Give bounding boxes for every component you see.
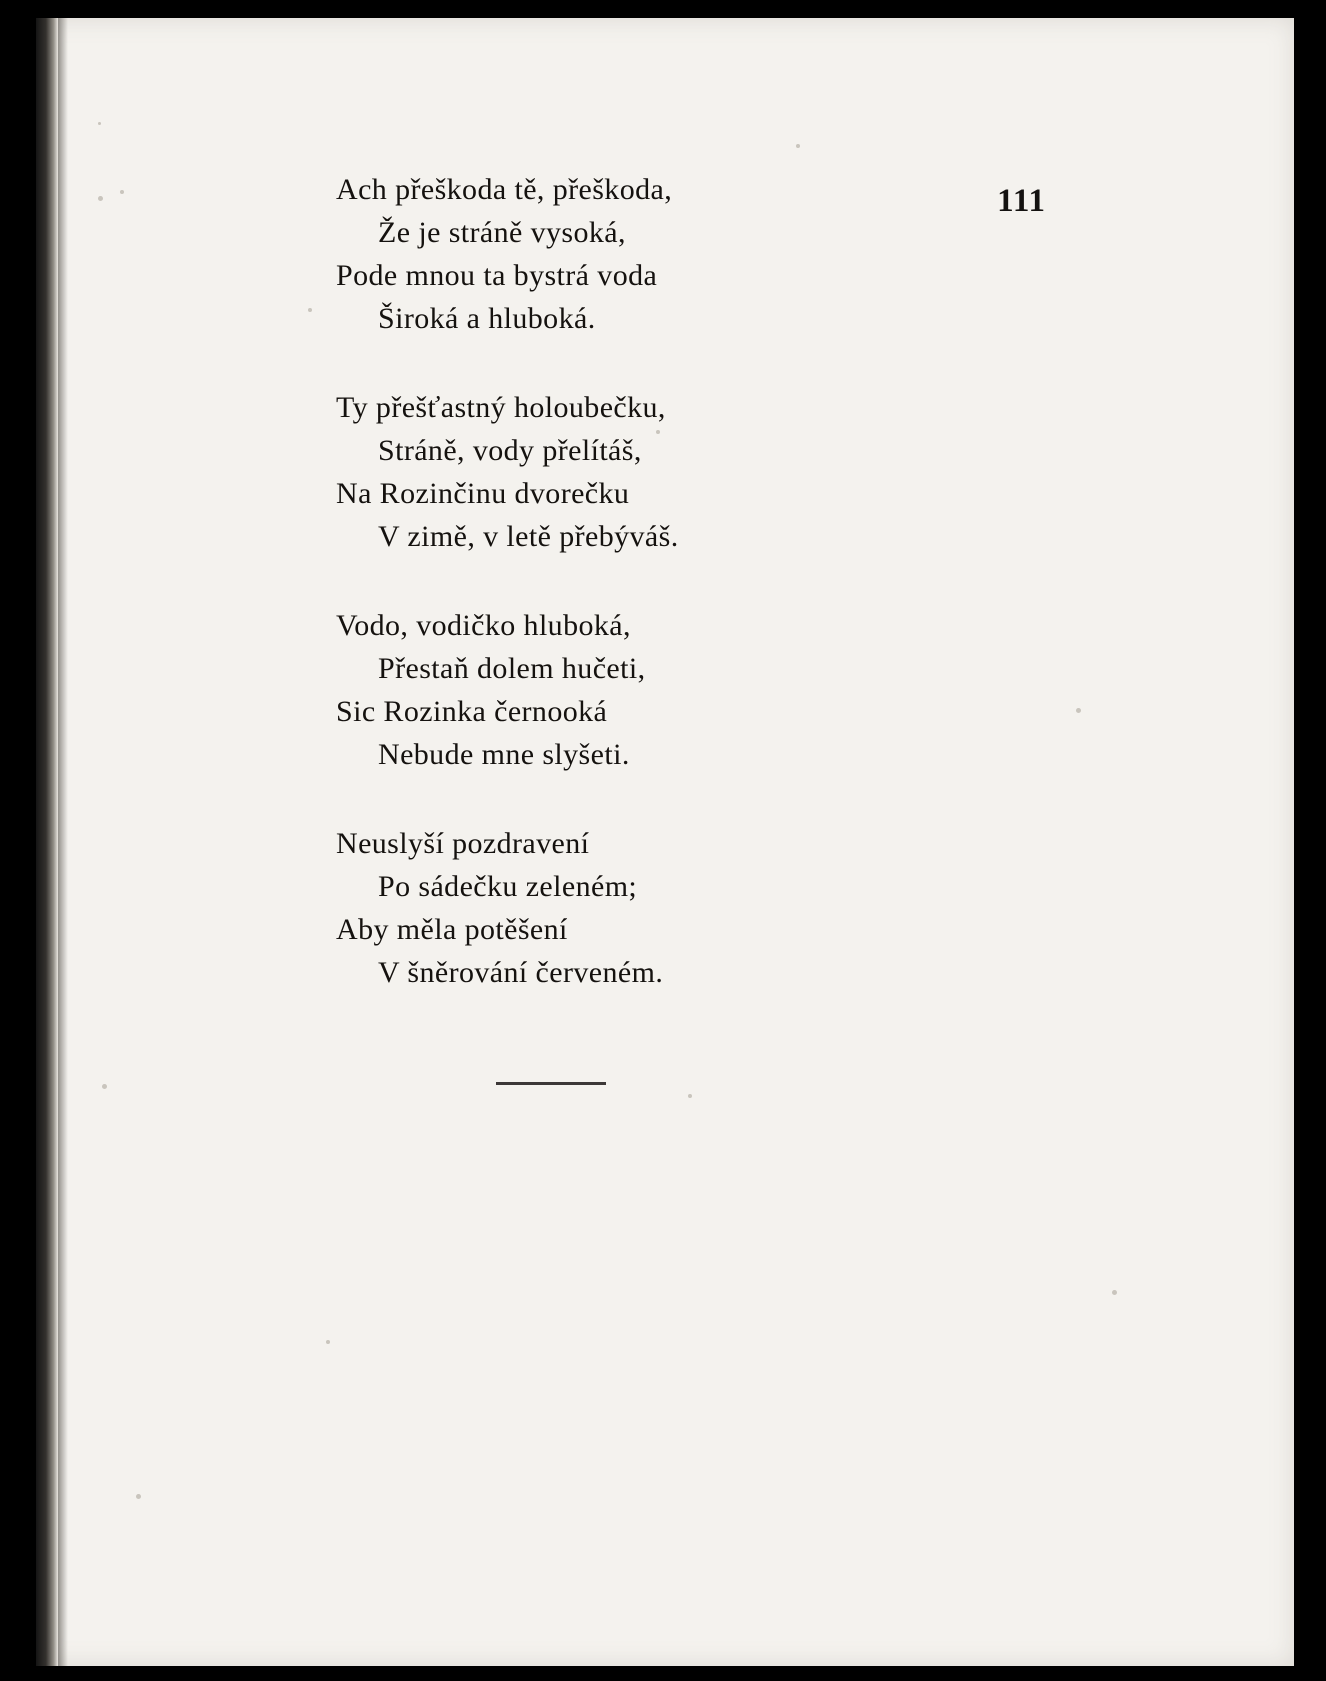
paper-speck xyxy=(98,122,101,125)
stanza xyxy=(336,822,1136,994)
paper-speck xyxy=(688,1094,692,1098)
paper-speck xyxy=(308,308,312,312)
stanza xyxy=(336,604,1136,776)
gutter-shadow xyxy=(58,18,68,1666)
poem-line: Nebude mne slyšeti. xyxy=(378,738,630,771)
binding-gutter xyxy=(36,18,58,1666)
poem-line: Pode mnou ta bystrá voda xyxy=(336,259,658,292)
paper-speck xyxy=(120,190,124,194)
poem-line: Stráně, vody přelítáš, xyxy=(378,434,642,467)
poem-line: Že je stráně vysoká, xyxy=(378,216,626,249)
paper-speck xyxy=(796,144,800,148)
poem-line: Na Rozinčinu dvorečku xyxy=(336,477,630,510)
poem-line: Vodo, vodičko hluboká, xyxy=(336,609,631,642)
poem-line: Ty přešťastný holoubečku, xyxy=(336,391,666,424)
stanza xyxy=(336,386,1136,558)
divider-rule xyxy=(496,1082,606,1085)
paper-speck xyxy=(98,196,103,201)
paper-surface xyxy=(36,18,1294,1666)
poem-body xyxy=(336,168,1136,1085)
poem-line: Po sádečku zeleném; xyxy=(378,870,638,903)
poem-line: Sic Rozinka černooká xyxy=(336,695,608,728)
poem-line: Neuslyší pozdravení xyxy=(336,827,590,860)
page-number: 111 xyxy=(997,183,1046,219)
poem-line: Přestaň dolem hučeti, xyxy=(378,652,646,685)
paper-speck xyxy=(102,1084,107,1089)
poem-line: V zimě, v letě přebýváš. xyxy=(378,520,679,553)
paper-speck xyxy=(1112,1290,1117,1295)
poem-line: Ach přeškoda tě, přeškoda, xyxy=(336,173,673,206)
paper-speck xyxy=(136,1494,141,1499)
section-divider xyxy=(336,1082,1136,1085)
poem-line: V šněrování červeném. xyxy=(378,956,664,989)
stanza xyxy=(336,168,1136,340)
poem-line: Široká a hluboká. xyxy=(378,302,596,335)
paper-speck xyxy=(326,1340,330,1344)
poem-line: Aby měla potěšení xyxy=(336,913,568,946)
